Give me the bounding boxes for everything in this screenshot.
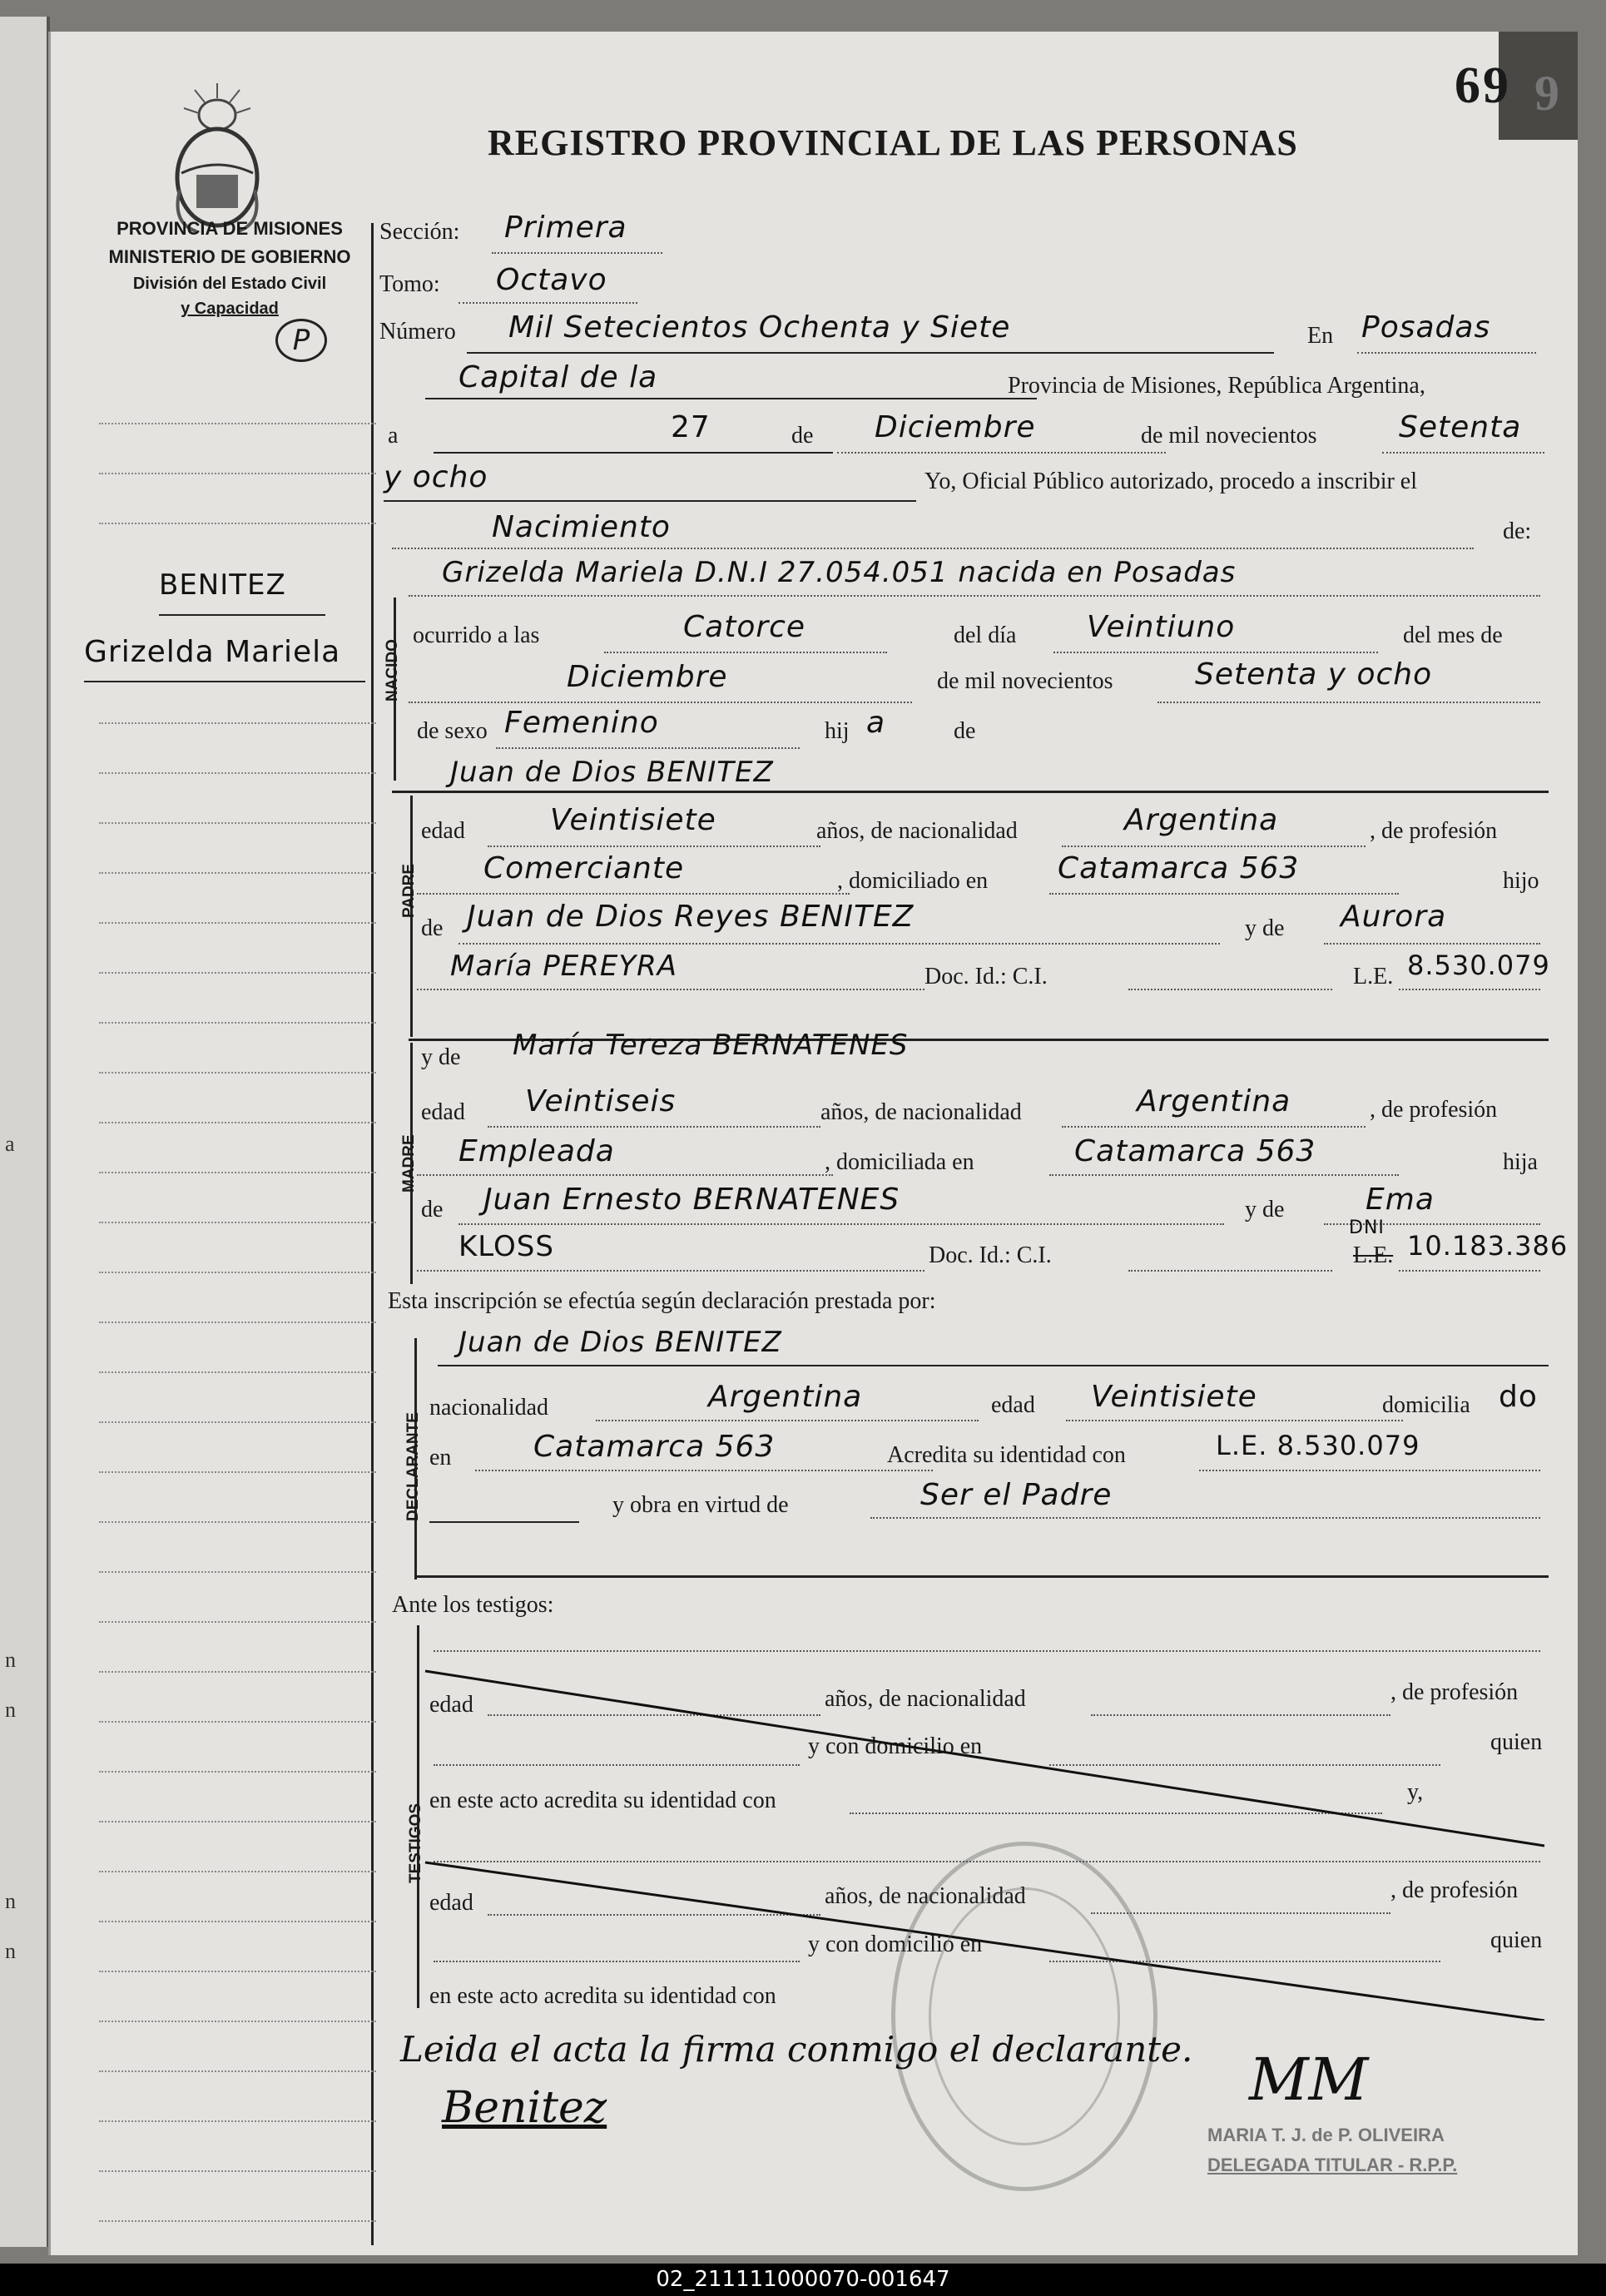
madre-edad-label: edad: [421, 1099, 465, 1125]
padre-le-label: L.E.: [1353, 964, 1394, 989]
margin-ruled-line: [99, 523, 376, 524]
margin-ruled-line: [99, 722, 376, 724]
issuing-office: [72, 215, 388, 321]
margin-ruled-line: [99, 872, 376, 874]
madre-prof-value: Empleada: [459, 1134, 615, 1168]
a-label: a: [388, 423, 399, 449]
padre-name-value: Juan de Dios BENITEZ: [450, 756, 774, 789]
declarante-obra-label: y obra en virtud de: [612, 1492, 789, 1518]
act-value: Nacimiento: [492, 510, 671, 544]
org-division: División del Estado Civil: [132, 275, 327, 293]
declarante-section-label: DECLARANTE: [404, 1412, 422, 1521]
madre-father-value: Juan Ernesto BERNATENES: [483, 1183, 900, 1217]
declarant-signature: Benitez: [442, 2083, 607, 2133]
margin-ruled-line: [99, 1371, 376, 1373]
sexo-label: de sexo: [417, 718, 488, 744]
margin-ruled-line: [99, 2070, 376, 2072]
margin-ruled-line: [99, 2220, 376, 2222]
padre-nac-label: años, de nacionalidad: [816, 818, 1018, 844]
testigos-section-label: TESTIGOS: [407, 1803, 424, 1883]
margin-ruled-line: [99, 423, 376, 424]
padre-de-label: de: [421, 915, 444, 941]
numero-value: Mil Setecientos Ochenta y Siete: [508, 310, 1011, 345]
hour-value: Catorce: [683, 610, 806, 644]
margin-ruled-line: [99, 1421, 376, 1423]
padre-dom-label: , domiciliado en: [837, 868, 989, 894]
seccion-value: Primera: [504, 211, 627, 245]
seccion-label: Sección:: [379, 219, 460, 245]
declarante-name-value: Juan de Dios BENITEZ: [459, 1326, 782, 1359]
margin-given-names: Grizelda Mariela: [84, 635, 341, 669]
margin-ruled-line: [99, 1721, 376, 1723]
margin-ruled-line: [99, 1222, 376, 1223]
padre-le-value: 8.530.079: [1407, 950, 1550, 981]
year-value2: y ocho: [384, 460, 488, 494]
margin-ruled-line: [99, 2170, 376, 2172]
sexo-value: Femenino: [504, 706, 659, 740]
tomo-label: Tomo:: [379, 271, 440, 297]
page-number-tab: 9: [1534, 66, 1559, 121]
testigo2-edad-label: edad: [429, 1890, 473, 1916]
declarante-acredita-label: Acredita su identidad con: [887, 1442, 1126, 1468]
padre-mother-value1: Aurora: [1341, 900, 1447, 934]
margin-surname: BENITEZ: [159, 568, 286, 602]
margin-ruled-line: [99, 2021, 376, 2022]
madre-doc-label: Doc. Id.: C.I.: [929, 1242, 1052, 1268]
margin-ruled-line: [99, 1322, 376, 1323]
birth-day-value: Veintiuno: [1087, 610, 1236, 644]
official-name: MARIA T. J. de P. OLIVEIRA: [1207, 2125, 1445, 2145]
margin-ruled-line: [99, 772, 376, 774]
declarante-nac-value: Argentina: [708, 1380, 863, 1414]
year-text: de mil novecientos: [1141, 423, 1317, 449]
madre-nac-value: Argentina: [1137, 1084, 1291, 1118]
padre-prof-label: , de profesión: [1370, 818, 1498, 844]
testigo1-nac-label: años, de nacionalidad: [825, 1686, 1026, 1712]
circled-mark: P: [275, 319, 327, 362]
nacido-name-value: Grizelda Mariela D.N.I 27.054.051 nacida en Posadas: [442, 556, 1237, 589]
madre-mother-value1: Ema: [1366, 1183, 1435, 1217]
org-province: PROVINCIA DE MISIONES: [116, 218, 343, 239]
margin-ruled-line: [99, 1272, 376, 1273]
padre-dom-value: Catamarca 563: [1058, 851, 1300, 885]
declarante-en-label: en: [429, 1445, 452, 1470]
ocurrido-label: ocurrido a las: [413, 622, 540, 648]
declarante-domicilia-label: domicilia: [1382, 1392, 1470, 1418]
madre-dom-label: , domiciliada en: [825, 1149, 974, 1175]
madre-le-value: 10.183.386: [1407, 1230, 1569, 1262]
margin-ruled-line: [99, 1521, 376, 1523]
declarante-edad-value: Veintisiete: [1091, 1380, 1257, 1414]
year-value1: Setenta: [1399, 410, 1522, 444]
declarante-acredita-value: L.E. 8.530.079: [1216, 1430, 1420, 1461]
birth-year-label: de mil novecientos: [937, 668, 1113, 694]
margin-ruled-line: [99, 1571, 376, 1573]
madre-dni-value: DNI: [1349, 1217, 1385, 1238]
padre-section-label: PADRE: [400, 863, 418, 918]
padre-edad-label: edad: [421, 818, 465, 844]
madre-y-de-label: y de: [421, 1044, 461, 1070]
margin-ruled-line: [99, 1471, 376, 1473]
madre-prof-label: , de profesión: [1370, 1097, 1498, 1123]
official-stamp: [891, 1842, 1157, 2191]
declarante-nac-label: nacionalidad: [429, 1395, 549, 1421]
margin-ruled-line: [99, 1771, 376, 1773]
madre-mother-value2: KLOSS: [459, 1230, 554, 1263]
del-mes-label: del mes de: [1403, 622, 1503, 648]
tomo-value: Octavo: [496, 263, 607, 297]
madre-le-label: L.E.: [1353, 1242, 1394, 1268]
madre-name-value: María Tereza BERNATENES: [513, 1029, 909, 1062]
madre-section-label: MADRE: [400, 1134, 418, 1193]
de-label-1: de: [791, 423, 814, 449]
declarante-intro: Esta inscripción se efectúa según declaración prestada por:: [388, 1288, 936, 1314]
testigo1-y-label: y,: [1407, 1779, 1424, 1805]
org-ministry: MINISTERIO DE GOBIERNO: [108, 246, 351, 267]
hij-label: hij: [825, 718, 850, 744]
birth-month-value: Diciembre: [567, 660, 728, 694]
testigo1-quien-label: quien: [1490, 1729, 1543, 1755]
certificate-page: [48, 32, 1578, 2255]
place-value: Capital de la: [459, 360, 658, 394]
padre-hijo-label: hijo: [1503, 868, 1539, 894]
nacido-de-label: de: [954, 718, 976, 744]
padre-nac-value: Argentina: [1124, 803, 1279, 837]
margin-ruled-line: [99, 1821, 376, 1822]
en-value: Posadas: [1361, 310, 1491, 345]
official-signature: MM: [1249, 2046, 1369, 2114]
official-block: [1207, 2120, 1457, 2180]
declarante-en-value: Catamarca 563: [533, 1430, 776, 1464]
margin-ruled-line: [99, 822, 376, 824]
birth-year-value: Setenta y ocho: [1195, 657, 1433, 692]
margin-ruled-line: [99, 1921, 376, 1922]
testigo2-quien-label: quien: [1490, 1927, 1543, 1953]
declarante-edad-label: edad: [991, 1392, 1035, 1418]
province-text: Provincia de Misiones, República Argentina,: [1008, 373, 1425, 399]
month-value: Diciembre: [875, 410, 1036, 444]
padre-edad-value: Veintisiete: [550, 803, 716, 837]
padre-y-de-label: y de: [1245, 915, 1285, 941]
testigo2-prof-label: , de profesión: [1390, 1877, 1519, 1903]
madre-de-label: de: [421, 1197, 444, 1222]
org-capacity: y Capacidad: [181, 300, 279, 318]
official-title: DELEGADA TITULAR - R.P.P.: [1207, 2155, 1458, 2175]
testigo1-prof-label: , de profesión: [1390, 1679, 1519, 1705]
testigos-intro: Ante los testigos:: [392, 1592, 554, 1618]
hij-value: a: [866, 706, 886, 740]
margin-ruled-line: [99, 1022, 376, 1024]
margin-ruled-line: [99, 972, 376, 974]
numero-label: Número: [379, 319, 456, 345]
madre-nac-label: años, de nacionalidad: [820, 1099, 1022, 1125]
official-text: Yo, Oficial Público autorizado, procedo a inscribir el: [924, 469, 1418, 494]
testigo1-edad-label: edad: [429, 1692, 473, 1718]
margin-ruled-line: [99, 922, 376, 924]
margin-ruled-line: [99, 1621, 376, 1623]
testigo2-nac-label: años, de nacionalidad: [825, 1883, 1026, 1909]
margin-ruled-line: [99, 1871, 376, 1872]
padre-mother-value2: María PEREYRA: [450, 950, 677, 983]
margin-divider: [371, 223, 374, 2245]
margin-ruled-line: [99, 1671, 376, 1673]
testigo2-dom-label: y con domicilio en: [808, 1932, 983, 1957]
margin-ruled-line: [99, 1122, 376, 1123]
day-value: 27: [671, 410, 711, 444]
padre-doc-label: Doc. Id.: C.I.: [924, 964, 1048, 989]
declarante-domicilia-value: do: [1499, 1380, 1538, 1414]
madre-edad-value: Veintiseis: [525, 1084, 677, 1118]
madre-dom-value: Catamarca 563: [1074, 1134, 1316, 1168]
left-page-edge: a n n n n: [0, 17, 50, 2247]
document-title: REGISTRO PROVINCIAL DE LAS PERSONAS: [488, 122, 1298, 163]
madre-y-de-label2: y de: [1245, 1197, 1285, 1222]
nacido-section-label: NACIDO: [384, 639, 401, 702]
margin-ruled-line: [99, 2120, 376, 2122]
margin-ruled-line: [99, 1072, 376, 1074]
padre-father-value: Juan de Dios Reyes BENITEZ: [467, 900, 915, 934]
margin-ruled-line: [99, 1971, 376, 1972]
del-dia-label: del día: [954, 622, 1017, 648]
image-filename: 02_211111000070-001647: [0, 2264, 1606, 2296]
page-number: 69: [1455, 57, 1511, 114]
declarante-obra-value: Ser el Padre: [920, 1478, 1113, 1512]
en-label: En: [1307, 323, 1334, 349]
margin-ruled-line: [99, 1172, 376, 1173]
padre-prof-value: Comerciante: [483, 851, 685, 885]
closing-statement: Leida el acta la firma conmigo el declarante.: [400, 2029, 1193, 2070]
testigo1-dom-label: y con domicilio en: [808, 1733, 983, 1759]
madre-hija-label: hija: [1503, 1149, 1538, 1175]
testigo2-acredita-label: en este acto acredita su identidad con: [429, 1983, 776, 2009]
de-colon: de:: [1503, 518, 1532, 544]
testigo1-acredita-label: en este acto acredita su identidad con: [429, 1788, 776, 1813]
margin-ruled-line: [99, 473, 376, 474]
